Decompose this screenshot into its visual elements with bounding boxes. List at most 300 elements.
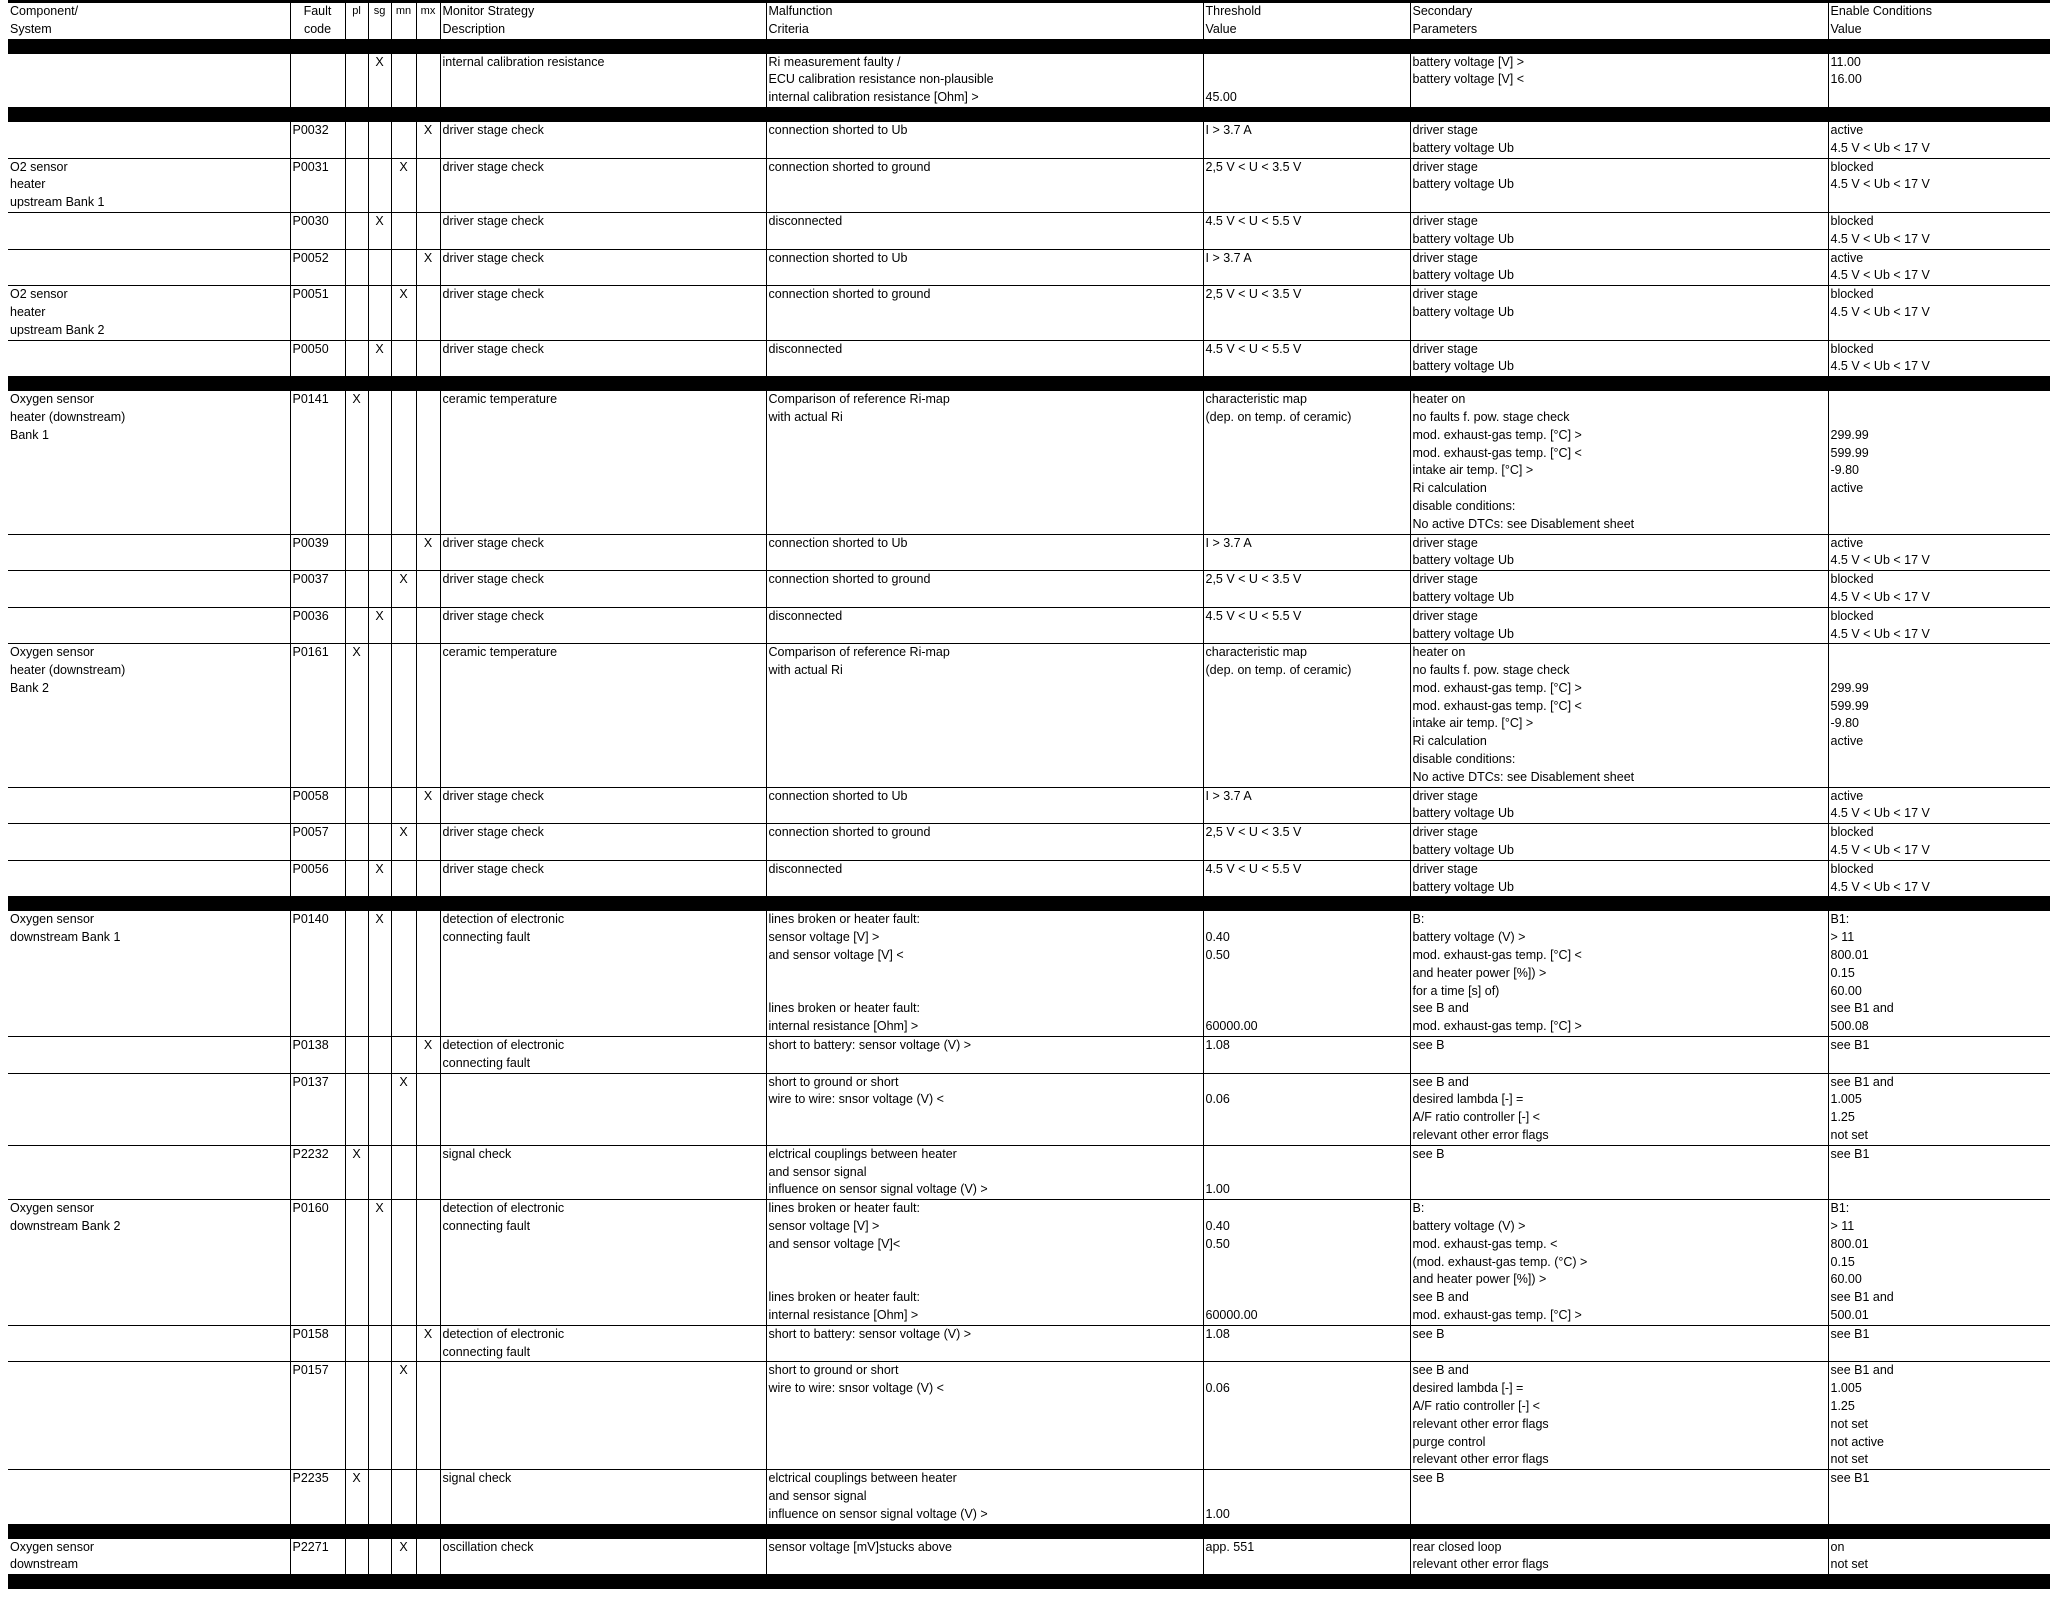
secondary-parameters: driver stage battery voltage Ub	[1410, 122, 1828, 158]
component	[8, 212, 290, 249]
secondary-parameters: driver stage battery voltage Ub	[1410, 607, 1828, 644]
sg-flag: X	[368, 54, 391, 107]
enable-value: see B1	[1828, 1145, 2050, 1199]
threshold-value: I > 3.7 A	[1203, 122, 1410, 158]
secondary-parameters: B: battery voltage (V) > mod. exhaust-gas temp. < (mod. exhaust-gas temp. (°C) > and heater power [%]) > see B and mod. exhaust-gas temp. [°C] >	[1410, 1200, 1828, 1326]
monitor-description: detection of electronic connecting fault	[440, 1037, 766, 1074]
pl-flag	[345, 1037, 368, 1074]
header-component: Component/ System	[10, 4, 79, 36]
table-row	[8, 391, 2050, 534]
malfunction-criteria: disconnected	[766, 860, 1203, 896]
mx-flag: X	[416, 534, 440, 571]
monitor-description: driver stage check	[440, 824, 766, 861]
component: O2 sensor heater upstream Bank 1	[8, 158, 290, 212]
table-row	[8, 1362, 2050, 1470]
mx-flag	[416, 644, 440, 787]
threshold-value: 4.5 V < U < 5.5 V	[1203, 340, 1410, 376]
mn-flag	[391, 122, 416, 158]
sg-flag	[368, 644, 391, 787]
component	[8, 824, 290, 861]
sg-flag	[368, 249, 391, 286]
threshold-value: 2,5 V < U < 3.5 V	[1203, 286, 1410, 340]
threshold-value: 0.40 0.50 60000.00	[1203, 1200, 1410, 1326]
fault-code: P0039	[290, 534, 345, 571]
enable-value: blocked 4.5 V < Ub < 17 V	[1828, 860, 2050, 896]
enable-value: see B1	[1828, 1470, 2050, 1524]
mx-flag	[416, 860, 440, 896]
sg-flag	[368, 286, 391, 340]
header-monitor-description: Monitor Strategy Description	[440, 3, 766, 39]
mx-flag	[416, 571, 440, 608]
component: Oxygen sensor downstream Bank 1	[8, 911, 290, 1036]
enable-value: see B1 and 1.005 1.25 not set not active not set	[1828, 1362, 2050, 1470]
enable-value: active 4.5 V < Ub < 17 V	[1828, 787, 2050, 824]
sg-flag	[368, 1325, 391, 1362]
pl-flag	[345, 286, 368, 340]
mx-flag: X	[416, 1325, 440, 1362]
table-row	[8, 860, 2050, 896]
section-separator	[8, 1574, 2050, 1589]
malfunction-criteria: connection shorted to Ub	[766, 249, 1203, 286]
monitor-description: driver stage check	[440, 787, 766, 824]
table-row	[8, 644, 2050, 787]
pl-flag: X	[345, 644, 368, 787]
pl-flag	[345, 534, 368, 571]
mn-flag: X	[391, 1073, 416, 1145]
secondary-parameters: battery voltage [V] > battery voltage [V] <	[1410, 54, 1828, 107]
table-row	[8, 571, 2050, 608]
monitor-description: driver stage check	[440, 122, 766, 158]
mx-flag	[416, 340, 440, 376]
secondary-parameters: see B	[1410, 1325, 1828, 1362]
enable-value: on not set	[1828, 1539, 2050, 1575]
pl-flag	[345, 824, 368, 861]
sg-flag: X	[368, 607, 391, 644]
enable-value: blocked 4.5 V < Ub < 17 V	[1828, 607, 2050, 644]
malfunction-criteria: sensor voltage [mV]stucks above	[766, 1539, 1203, 1575]
sg-flag	[368, 824, 391, 861]
sg-flag	[368, 1073, 391, 1145]
threshold-value: I > 3.7 A	[1203, 534, 1410, 571]
fault-code: P0052	[290, 249, 345, 286]
component	[8, 54, 290, 107]
sg-flag: X	[368, 340, 391, 376]
mx-flag	[416, 607, 440, 644]
pl-flag	[345, 122, 368, 158]
mx-flag	[416, 1362, 440, 1470]
secondary-parameters: driver stage battery voltage Ub	[1410, 249, 1828, 286]
section-separator	[8, 896, 2050, 911]
mx-flag	[416, 212, 440, 249]
mn-flag	[391, 340, 416, 376]
sg-flag	[368, 391, 391, 534]
pl-flag	[345, 249, 368, 286]
monitor-description: driver stage check	[440, 286, 766, 340]
secondary-parameters: see B	[1410, 1037, 1828, 1074]
enable-value: see B1	[1828, 1037, 2050, 1074]
malfunction-criteria: lines broken or heater fault: sensor voltage [V] > and sensor voltage [V] < lines broken or heater fault: internal resistance [Ohm] >	[766, 911, 1203, 1036]
table-row	[8, 1539, 2050, 1575]
component	[8, 571, 290, 608]
enable-value: blocked 4.5 V < Ub < 17 V	[1828, 340, 2050, 376]
header-mn-flag: mn	[391, 3, 416, 39]
pl-flag	[345, 787, 368, 824]
fault-code: P0161	[290, 644, 345, 787]
mx-flag	[416, 391, 440, 534]
secondary-parameters: heater on no faults f. pow. stage check mod. exhaust-gas temp. [°C] > mod. exhaust-gas temp. [°C] < intake air temp. [°C] > Ri calculation disable conditions: No active DTCs: see Disablement sheet	[1410, 644, 1828, 787]
header-pl-flag: pl	[345, 3, 368, 39]
mn-flag	[391, 1145, 416, 1199]
mn-flag	[391, 644, 416, 787]
mx-flag	[416, 911, 440, 1036]
table-row	[8, 54, 2050, 107]
mx-flag	[416, 54, 440, 107]
component	[8, 1362, 290, 1470]
header-sg-flag: sg	[368, 3, 391, 39]
enable-value: B1: > 11 800.01 0.15 60.00 see B1 and 500.01	[1828, 1200, 2050, 1326]
pl-flag: X	[345, 391, 368, 534]
sg-flag	[368, 534, 391, 571]
enable-value: blocked 4.5 V < Ub < 17 V	[1828, 212, 2050, 249]
component	[8, 1073, 290, 1145]
monitor-description: detection of electronic connecting fault	[440, 1200, 766, 1326]
component	[8, 607, 290, 644]
sg-flag	[368, 571, 391, 608]
component: Oxygen sensor heater (downstream) Bank 2	[8, 644, 290, 787]
malfunction-criteria: elctrical couplings between heater and sensor signal influence on sensor signal voltage (V) >	[766, 1145, 1203, 1199]
pl-flag	[345, 158, 368, 212]
monitor-description: signal check	[440, 1145, 766, 1199]
table-row	[8, 286, 2050, 340]
enable-value: 299.99 599.99 -9.80 active	[1828, 644, 2050, 787]
mx-flag	[416, 1539, 440, 1575]
fault-code: P2232	[290, 1145, 345, 1199]
mn-flag	[391, 1037, 416, 1074]
mn-flag	[391, 212, 416, 249]
fault-code: P0057	[290, 824, 345, 861]
enable-value: blocked 4.5 V < Ub < 17 V	[1828, 286, 2050, 340]
threshold-value: 2,5 V < U < 3.5 V	[1203, 571, 1410, 608]
malfunction-criteria: disconnected	[766, 607, 1203, 644]
fault-code: P0037	[290, 571, 345, 608]
table-row	[8, 1073, 2050, 1145]
enable-value: see B1 and 1.005 1.25 not set	[1828, 1073, 2050, 1145]
mx-flag	[416, 1200, 440, 1326]
threshold-value: 0.06	[1203, 1073, 1410, 1145]
mx-flag	[416, 1145, 440, 1199]
fault-code: P0058	[290, 787, 345, 824]
enable-value: 299.99 599.99 -9.80 active	[1828, 391, 2050, 534]
enable-value: active 4.5 V < Ub < 17 V	[1828, 122, 2050, 158]
malfunction-criteria: connection shorted to ground	[766, 824, 1203, 861]
header-secondary-parameters: Secondary Parameters	[1410, 3, 1828, 39]
monitor-description: detection of electronic connecting fault	[440, 1325, 766, 1362]
sg-flag: X	[368, 1200, 391, 1326]
fault-code: P0036	[290, 607, 345, 644]
fault-code: P0137	[290, 1073, 345, 1145]
secondary-parameters: driver stage battery voltage Ub	[1410, 212, 1828, 249]
component	[8, 249, 290, 286]
threshold-value: 0.40 0.50 60000.00	[1203, 911, 1410, 1036]
mx-flag: X	[416, 249, 440, 286]
secondary-parameters: rear closed loop relevant other error flags	[1410, 1539, 1828, 1575]
malfunction-criteria: disconnected	[766, 212, 1203, 249]
pl-flag	[345, 911, 368, 1036]
table-row	[8, 534, 2050, 571]
threshold-value: characteristic map (dep. on temp. of ceramic)	[1203, 644, 1410, 787]
component	[8, 787, 290, 824]
malfunction-criteria: disconnected	[766, 340, 1203, 376]
monitor-description	[440, 1362, 766, 1470]
diagnostic-table	[8, 0, 2050, 1589]
malfunction-criteria: Ri measurement faulty / ECU calibration resistance non-plausible internal calibration resistance [Ohm] >	[766, 54, 1203, 107]
enable-value: blocked 4.5 V < Ub < 17 V	[1828, 571, 2050, 608]
monitor-description: driver stage check	[440, 158, 766, 212]
table-row	[8, 212, 2050, 249]
fault-code-table	[8, 0, 2050, 1600]
malfunction-criteria: connection shorted to ground	[766, 286, 1203, 340]
mn-flag	[391, 1470, 416, 1524]
header-threshold-value: Threshold Value	[1203, 3, 1410, 39]
enable-value: see B1	[1828, 1325, 2050, 1362]
malfunction-criteria: Comparison of reference Ri-map with actual Ri	[766, 644, 1203, 787]
mx-flag: X	[416, 1037, 440, 1074]
component	[8, 860, 290, 896]
mn-flag: X	[391, 1362, 416, 1470]
component	[8, 1037, 290, 1074]
secondary-parameters: driver stage battery voltage Ub	[1410, 286, 1828, 340]
mx-flag: X	[416, 787, 440, 824]
pl-flag: X	[345, 1470, 368, 1524]
malfunction-criteria: short to battery: sensor voltage (V) >	[766, 1037, 1203, 1074]
sg-flag	[368, 122, 391, 158]
fault-code: P2271	[290, 1539, 345, 1575]
fault-code: P0140	[290, 911, 345, 1036]
component: Oxygen sensor downstream	[10, 1539, 95, 1572]
monitor-description: driver stage check	[440, 249, 766, 286]
secondary-parameters: driver stage battery voltage Ub	[1410, 158, 1828, 212]
pl-flag	[345, 1362, 368, 1470]
threshold-value: 1.08	[1203, 1325, 1410, 1362]
sg-flag	[368, 1362, 391, 1470]
fault-code: P0157	[290, 1362, 345, 1470]
component	[8, 534, 290, 571]
monitor-description: driver stage check	[440, 571, 766, 608]
secondary-parameters: see B	[1410, 1145, 1828, 1199]
monitor-description: driver stage check	[440, 534, 766, 571]
secondary-parameters: driver stage battery voltage Ub	[1410, 787, 1828, 824]
malfunction-criteria: lines broken or heater fault: sensor voltage [V] > and sensor voltage [V]< lines broken or heater fault: internal resistance [Ohm] >	[766, 1200, 1203, 1326]
mn-flag	[391, 249, 416, 286]
monitor-description: ceramic temperature	[440, 644, 766, 787]
component: Oxygen sensor downstream Bank 2	[8, 1200, 290, 1326]
malfunction-criteria: elctrical couplings between heater and sensor signal influence on sensor signal voltage (V) >	[766, 1470, 1203, 1524]
sg-flag	[368, 787, 391, 824]
mn-flag	[391, 1325, 416, 1362]
secondary-parameters: driver stage battery voltage Ub	[1410, 571, 1828, 608]
mn-flag	[391, 391, 416, 534]
threshold-value: 1.00	[1203, 1145, 1410, 1199]
pl-flag	[345, 860, 368, 896]
sg-flag	[368, 1470, 391, 1524]
secondary-parameters: driver stage battery voltage Ub	[1410, 860, 1828, 896]
monitor-description: driver stage check	[440, 607, 766, 644]
sg-flag: X	[368, 911, 391, 1036]
threshold-value: 4.5 V < U < 5.5 V	[1203, 860, 1410, 896]
table-row	[8, 787, 2050, 824]
malfunction-criteria: connection shorted to Ub	[766, 787, 1203, 824]
threshold-value: 0.06	[1203, 1362, 1410, 1470]
fault-code: P0160	[290, 1200, 345, 1326]
enable-value: 11.00 16.00	[1828, 54, 2050, 107]
sg-flag: X	[368, 212, 391, 249]
fault-code: P0158	[290, 1325, 345, 1362]
fault-code: P0050	[290, 340, 345, 376]
pl-flag	[345, 607, 368, 644]
secondary-parameters: see B and desired lambda [-] = A/F ratio controller [-] < relevant other error flags purge control relevant other error flags	[1410, 1362, 1828, 1470]
mx-flag	[416, 1073, 440, 1145]
header-malfunction-criteria: Malfunction Criteria	[766, 3, 1203, 39]
threshold-value: I > 3.7 A	[1203, 787, 1410, 824]
section-separator	[8, 376, 2050, 391]
mn-flag	[391, 860, 416, 896]
malfunction-criteria: connection shorted to ground	[766, 571, 1203, 608]
sg-flag	[368, 1539, 391, 1575]
threshold-value: app. 551	[1203, 1539, 1410, 1575]
malfunction-criteria: short to ground or short wire to wire: snsor voltage (V) <	[766, 1362, 1203, 1470]
monitor-description: driver stage check	[440, 212, 766, 249]
enable-value: B1: > 11 800.01 0.15 60.00 see B1 and 500.08	[1828, 911, 2050, 1036]
mn-flag	[391, 1200, 416, 1326]
fault-code: P2235	[290, 1470, 345, 1524]
enable-value: blocked 4.5 V < Ub < 17 V	[1828, 158, 2050, 212]
enable-value: blocked 4.5 V < Ub < 17 V	[1828, 824, 2050, 861]
threshold-value: 1.00	[1203, 1470, 1410, 1524]
component	[8, 1145, 290, 1199]
pl-flag	[345, 1325, 368, 1362]
table-row	[8, 158, 2050, 212]
mn-flag	[391, 54, 416, 107]
table-row	[8, 122, 2050, 158]
header-row	[8, 3, 2050, 39]
monitor-description	[440, 1073, 766, 1145]
pl-flag	[345, 212, 368, 249]
threshold-value: 1.08	[1203, 1037, 1410, 1074]
component	[8, 122, 290, 158]
mn-flag: X	[391, 1539, 416, 1575]
sg-flag	[368, 1145, 391, 1199]
header-fault-code: Fault code	[290, 3, 345, 39]
mn-flag: X	[391, 824, 416, 861]
enable-value: active 4.5 V < Ub < 17 V	[1828, 249, 2050, 286]
threshold-value: characteristic map (dep. on temp. of ceramic)	[1203, 391, 1410, 534]
table-row	[8, 1037, 2050, 1074]
malfunction-criteria: connection shorted to Ub	[766, 122, 1203, 158]
secondary-parameters: driver stage battery voltage Ub	[1410, 340, 1828, 376]
section-separator	[8, 107, 2050, 122]
table-row	[8, 1200, 2050, 1326]
pl-flag	[345, 571, 368, 608]
mn-flag	[391, 534, 416, 571]
threshold-value: I > 3.7 A	[1203, 249, 1410, 286]
monitor-description: driver stage check	[440, 340, 766, 376]
component: Oxygen sensor heater (downstream) Bank 1	[8, 391, 290, 534]
fault-code: P0031	[290, 158, 345, 212]
mn-flag	[391, 607, 416, 644]
table-row	[8, 1470, 2050, 1524]
monitor-description: detection of electronic connecting fault	[440, 911, 766, 1036]
malfunction-criteria: connection shorted to Ub	[766, 534, 1203, 571]
table-row	[8, 1145, 2050, 1199]
monitor-description: oscillation check	[440, 1539, 766, 1575]
component: O2 sensor heater upstream Bank 2	[8, 286, 290, 340]
secondary-parameters: see B and desired lambda [-] = A/F ratio controller [-] < relevant other error flags	[1410, 1073, 1828, 1145]
mn-flag	[391, 911, 416, 1036]
monitor-description: driver stage check	[440, 860, 766, 896]
mn-flag	[391, 787, 416, 824]
section-separator	[8, 1524, 2050, 1539]
monitor-description: internal calibration resistance	[440, 54, 766, 107]
threshold-value: 4.5 V < U < 5.5 V	[1203, 212, 1410, 249]
component	[8, 1470, 290, 1524]
mx-flag	[416, 824, 440, 861]
header-enable-value: Enable Conditions Value	[1828, 3, 2050, 39]
secondary-parameters: B: battery voltage (V) > mod. exhaust-gas temp. [°C] < and heater power [%]) > for a time [s] of) see B and mod. exhaust-gas temp. [°C] >	[1410, 911, 1828, 1036]
malfunction-criteria: Comparison of reference Ri-map with actual Ri	[766, 391, 1203, 534]
secondary-parameters: heater on no faults f. pow. stage check mod. exhaust-gas temp. [°C] > mod. exhaust-gas temp. [°C] < intake air temp. [°C] > Ri calculation disable conditions: No active DTCs: see Disablement sheet	[1410, 391, 1828, 534]
mx-flag	[416, 286, 440, 340]
pl-flag	[345, 1073, 368, 1145]
threshold-value: 4.5 V < U < 5.5 V	[1203, 607, 1410, 644]
table-row	[8, 607, 2050, 644]
table-row	[8, 1325, 2050, 1362]
monitor-description: signal check	[440, 1470, 766, 1524]
malfunction-criteria: connection shorted to ground	[766, 158, 1203, 212]
fault-code: P0138	[290, 1037, 345, 1074]
malfunction-criteria: short to ground or short wire to wire: snsor voltage (V) <	[766, 1073, 1203, 1145]
fault-code: P0141	[290, 391, 345, 534]
fault-code: P0030	[290, 212, 345, 249]
monitor-description: ceramic temperature	[440, 391, 766, 534]
component	[8, 340, 290, 376]
mn-flag: X	[391, 158, 416, 212]
table-row	[8, 340, 2050, 376]
fault-code	[290, 54, 345, 107]
mx-flag	[416, 1470, 440, 1524]
pl-flag	[345, 54, 368, 107]
fault-code: P0056	[290, 860, 345, 896]
threshold-value: 2,5 V < U < 3.5 V	[1203, 824, 1410, 861]
secondary-parameters: driver stage battery voltage Ub	[1410, 824, 1828, 861]
table-row	[8, 911, 2050, 1036]
table-row	[8, 249, 2050, 286]
pl-flag	[345, 1539, 368, 1575]
enable-value: active 4.5 V < Ub < 17 V	[1828, 534, 2050, 571]
fault-code: P0051	[290, 286, 345, 340]
sg-flag: X	[368, 860, 391, 896]
sg-flag	[368, 158, 391, 212]
section-separator	[8, 39, 2050, 54]
pl-flag	[345, 1200, 368, 1326]
threshold-value: 2,5 V < U < 3.5 V	[1203, 158, 1410, 212]
pl-flag: X	[345, 1145, 368, 1199]
secondary-parameters: driver stage battery voltage Ub	[1410, 534, 1828, 571]
table-row	[8, 824, 2050, 861]
mn-flag: X	[391, 571, 416, 608]
header-mx-flag: mx	[416, 3, 440, 39]
component	[8, 1325, 290, 1362]
secondary-parameters: see B	[1410, 1470, 1828, 1524]
